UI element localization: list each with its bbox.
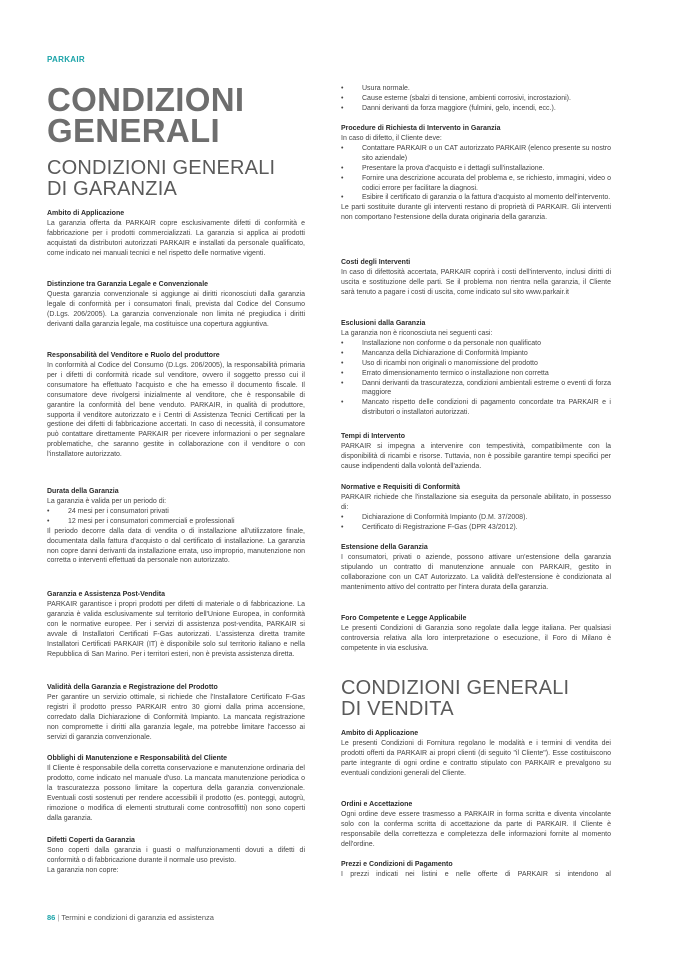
section-intro: La garanzia è valida per un periodo di: <box>47 498 167 505</box>
footer-text: Termini e condizioni di garanzia ed assistenza <box>61 913 214 922</box>
main-title-line-1: CONDIZIONI <box>47 81 245 118</box>
section-difetti <box>47 836 305 876</box>
section-title: Garanzia e Assistenza Post-Vendita <box>47 591 166 598</box>
list-item: • Mancanza della Dichiarazione di Conformità Impianto <box>341 349 611 359</box>
list-item: • Esibire il certificato di garanzia o la fattura d'acquisto al momento dell'intervento. <box>341 193 611 203</box>
page-number: 86 <box>47 913 56 922</box>
section-text: La garanzia non copre: <box>47 866 119 874</box>
section-title: Validità della Garanzia e Registrazione del Prodotto <box>47 684 218 691</box>
section-responsabilita <box>47 351 305 460</box>
section-intro: La garanzia non è riconosciuta nei seguenti casi: <box>341 330 493 337</box>
section-title: Obblighi di Manutenzione e Responsabilità del Cliente <box>47 755 228 762</box>
section-text: PARKAIR si impegna a intervenire con tempestività, compatibilmente con la disponibilità di ricambi e risorse. Tuttavia, non è possibile garantire tempi specifici per cause indipendenti dalla volontà dell'azienda. <box>341 443 611 470</box>
list-item: • Mancato rispetto delle condizioni di pagamento concordate tra PARKAIR e i distributori o installatori autorizzati. <box>341 398 611 418</box>
section-title: Esclusioni dalla Garanzia <box>341 320 426 327</box>
section-title: Ambito di Applicazione <box>341 730 419 737</box>
esclusioni-list <box>341 339 611 418</box>
esclusioni-continued-list <box>341 84 611 114</box>
list-item: • Usura normale. <box>341 84 611 94</box>
section-normative <box>341 483 611 533</box>
section-title: Difetti Coperti da Garanzia <box>47 837 135 844</box>
list-item: • Certificato di Registrazione F-Gas (DPR 43/2012). <box>341 523 611 533</box>
list-item: • Installazione non conforme o da personale non qualificato <box>341 339 611 349</box>
section-intro: In caso di difetto, il Cliente deve: <box>341 135 442 142</box>
brand-label: PARKAIR <box>47 55 85 64</box>
list-item: • Contattare PARKAIR o un CAT autorizzato PARKAIR (elenco presente su nostro sito aziendale) <box>341 144 611 164</box>
garanzia-title-line-2: DI GARANZIA <box>47 178 177 200</box>
section-title: Ambito di Applicazione <box>47 210 125 217</box>
section-text: Ogni ordine deve essere trasmesso a PARKAIR in forma scritta e diventa vincolante solo con la conferma scritta di accettazione da parte di PARKAIR. Il Cliente è responsabile della correttezza e completezza delle informazioni fornite al momento dell'ordine. <box>341 811 611 848</box>
vendita-title <box>341 678 611 720</box>
procedure-list <box>341 144 611 203</box>
garanzia-title <box>47 158 307 200</box>
list-item: • Uso di ricambi non originali o manomissione del prodotto <box>341 359 611 369</box>
section-text: Le presenti Condizioni di Fornitura regolano le modalità e i termini di vendita dei prodotti offerti da PARKAIR ai propri clienti (di seguito "il Cliente"). Esse costituiscono parte integrante di ogni ordine e contratto stipulato con PARKAIR e prevalgono su eventuali condizioni generali del Cliente. <box>341 740 611 777</box>
section-text: Il Cliente è responsabile della corretta conservazione e manutenzione ordinaria del prodotto, come indicato nel manuale d'uso. La mancata manutenzione periodica o la trascuratezza possono limitare la copertura della garanzia convenzionale. Eventuali costi sostenuti per rendere accessibili il prodotto (es. ponteggi, autogrù, rimozione o modifica di elementi strutturali come controsoffitti) non sono coperti dalla garanzia. <box>47 765 305 822</box>
list-item: • Dichiarazione di Conformità Impianto (D.M. 37/2008). <box>341 513 611 523</box>
section-intro: PARKAIR richiede che l'installazione sia eseguita da personale abilitato, in possesso di: <box>341 494 611 511</box>
section-title: Procedure di Richiesta di Intervento in Garanzia <box>341 125 501 132</box>
list-item: • Presentare la prova d'acquisto e i dettagli sull'installazione. <box>341 164 611 174</box>
section-title: Responsabilità del Venditore e Ruolo del produttore <box>47 352 220 359</box>
section-text: In conformità al Codice del Consumo (D.Lgs. 206/2005), la responsabilità primaria per i difetti di conformità ricade sul venditore, ovvero il soggetto presso cui il consumatore ha effettuato l'acquisto e che ha emesso il documento fiscale. Il consumatore deve rivolgersi inizialmente al venditore, che è responsabile di garantire la conformità del bene venduto. PARKAIR, in qualità di produttore, supporta il venditore autorizzato e i Centri di Assistenza Tecnici Certificati per la gestione dei difetti di fabbricazione accertati. In caso di necessità, il consumatore può contattare direttamente PARKAIR per ricevere informazioni o per segnalare problematiche, che saranno gestite in collaborazione con il venditore o con l'installatore autorizzato. <box>47 362 305 459</box>
list-item: • 24 mesi per i consumatori privati <box>47 507 305 517</box>
section-text: Per garantire un servizio ottimale, si richiede che l'Installatore Certificato F-Gas registri il prodotto presso PARKAIR entro 30 giorni dalla prima accensione, corredato dalla Dichiarazione di Conformità Impianto. La mancata registrazione non compromette i diritti alla garanzia legale, ma potrebbe limitare l'accesso ai servizi di garanzia convenzionale. <box>47 694 305 741</box>
section-text: Il periodo decorre dalla data di vendita o di installazione all'utilizzatore finale, documentata dalla fattura d'acquisto o dal certificato di installazione. La garanzia non copre danni derivanti da installazione errata, uso improprio, manutenzione non corretta o interventi effettuati da personale non autorizzato. <box>47 527 305 565</box>
main-title-line-2: GENERALI <box>47 112 220 149</box>
section-title: Foro Competente e Legge Applicabile <box>341 615 467 622</box>
section-text: PARKAIR garantisce i propri prodotti per difetti di materiale o di fabbricazione. La garanzia è valida esclusivamente sul territorio dell'Unione Europea, in conformità con le normative europee. Per i servizi di assistenza post-vendita, PARKAIR si avvale di Installatori Certificati F-Gas autorizzati. L'assistenza diretta tramite Installatori Certificati PARKAIR (IT) è disponibile solo sul territorio italiano e nella Repubblica di San Marino. Per i territori esteri, non è prevista assistenza diretta. <box>47 601 305 658</box>
vendita-title-line-1: CONDIZIONI GENERALI <box>341 677 570 699</box>
section-title: Normative e Requisiti di Conformità <box>341 484 461 491</box>
section-title: Durata della Garanzia <box>47 488 119 495</box>
section-ambito <box>47 209 305 259</box>
garanzia-title-line-1: CONDIZIONI GENERALI <box>47 157 276 179</box>
section-ordini <box>341 800 611 850</box>
section-tempi <box>341 432 611 472</box>
section-estensione <box>341 543 611 593</box>
list-item: • Errato dimensionamento termico o installazione non corretta <box>341 369 611 379</box>
section-procedure <box>341 124 611 223</box>
section-text: La garanzia offerta da PARKAIR copre esclusivamente difetti di conformità e fabbricazione per i prodotti commercializzati. La garanzia si applica ai prodotti acquistati da distributori autorizzati PARKAIR e installati da personale qualificato, come indicato nei manuali tecnici e nel rispetto delle normative vigenti. <box>47 220 305 257</box>
list-item: • Danni derivanti da trascuratezza, condizioni ambientali estreme o eventi di forza maggiore <box>341 379 611 399</box>
normative-list <box>341 513 611 533</box>
section-text: Le presenti Condizioni di Garanzia sono regolate dalla legge italiana. Per qualsiasi controversia relativa alla loro interpretazione o esecuzione, il Foro di Milano è competente in via esclusiva. <box>341 625 611 652</box>
section-title: Tempi di Intervento <box>341 433 406 440</box>
list-item: • 12 mesi per i consumatori commerciali e professionali <box>47 517 305 527</box>
section-title: Prezzi e Condizioni di Pagamento <box>341 861 453 868</box>
main-title <box>47 81 307 149</box>
list-item: • Cause esterne (sbalzi di tensione, ambienti corrosivi, incrostazioni). <box>341 94 611 104</box>
durata-list <box>47 507 305 527</box>
section-title: Costi degli Interventi <box>341 259 411 266</box>
section-distinzione <box>47 280 305 330</box>
vendita-title-line-2: DI VENDITA <box>341 698 454 720</box>
section-text: In caso di difettosità accertata, PARKAIR coprirà i costi dell'intervento, inclusi diritti di uscita e sostituzione delle parti. Se il problema non rientra nella garanzia, il Cliente sarà tenuto a pagare i costi di uscita, come indicato sul sito www.parkair.it <box>341 269 611 296</box>
section-prezzi <box>341 860 611 880</box>
section-text: I consumatori, privati o aziende, possono attivare un'estensione della garanzia stipulando un contratto di manutenzione annuale con PARKAIR, gestito in collaborazione con un CAT Autorizzato. La validità dell'estensione è condizionata al mantenimento attivo del contratto per l'intera durata della garanzia. <box>341 554 611 591</box>
list-item: • Danni derivanti da forza maggiore (fulmini, gelo, incendi, ecc.). <box>341 104 611 114</box>
section-text: Le parti sostituite durante gli interventi restano di proprietà di PARKAIR. Gli interventi non comportano l'estensione della durata originaria della garanzia. <box>341 204 611 222</box>
section-post-vendita <box>47 590 305 659</box>
section-validita <box>47 683 305 743</box>
section-text: Sono coperti dalla garanzia i guasti o malfunzionamenti dovuti a difetti di conformità o di fabbricazione durante il normale uso previsto. <box>47 847 305 864</box>
page-footer <box>47 913 214 922</box>
list-item: • Fornire una descrizione accurata del problema e, se richiesto, immagini, video o codici errore per facilitare la diagnosi. <box>341 174 611 194</box>
section-title: Distinzione tra Garanzia Legale e Convenzionale <box>47 281 209 288</box>
section-costi <box>341 258 611 298</box>
section-esclusioni <box>341 319 611 418</box>
section-text: I prezzi indicati nei listini e nelle offerte di PARKAIR si intendono al <box>341 871 611 878</box>
section-manutenzione <box>47 754 305 823</box>
section-foro <box>341 614 611 654</box>
section-text: Questa garanzia convenzionale si aggiunge ai diritti riconosciuti dalla garanzia legale di conformità per i consumatori finali, prevista dal Codice del Consumo (D.Lgs. 206/2005). La garanzia convenzionale non limita né pregiudica i diritti derivanti dalla garanzia legale, ma costituisce una copertura aggiuntiva. <box>47 291 305 328</box>
section-vendita-ambito <box>341 729 611 779</box>
section-title: Ordini e Accettazione <box>341 801 413 808</box>
section-title: Estensione della Garanzia <box>341 544 428 551</box>
section-durata <box>47 487 305 566</box>
footer-separator: | <box>57 913 60 922</box>
